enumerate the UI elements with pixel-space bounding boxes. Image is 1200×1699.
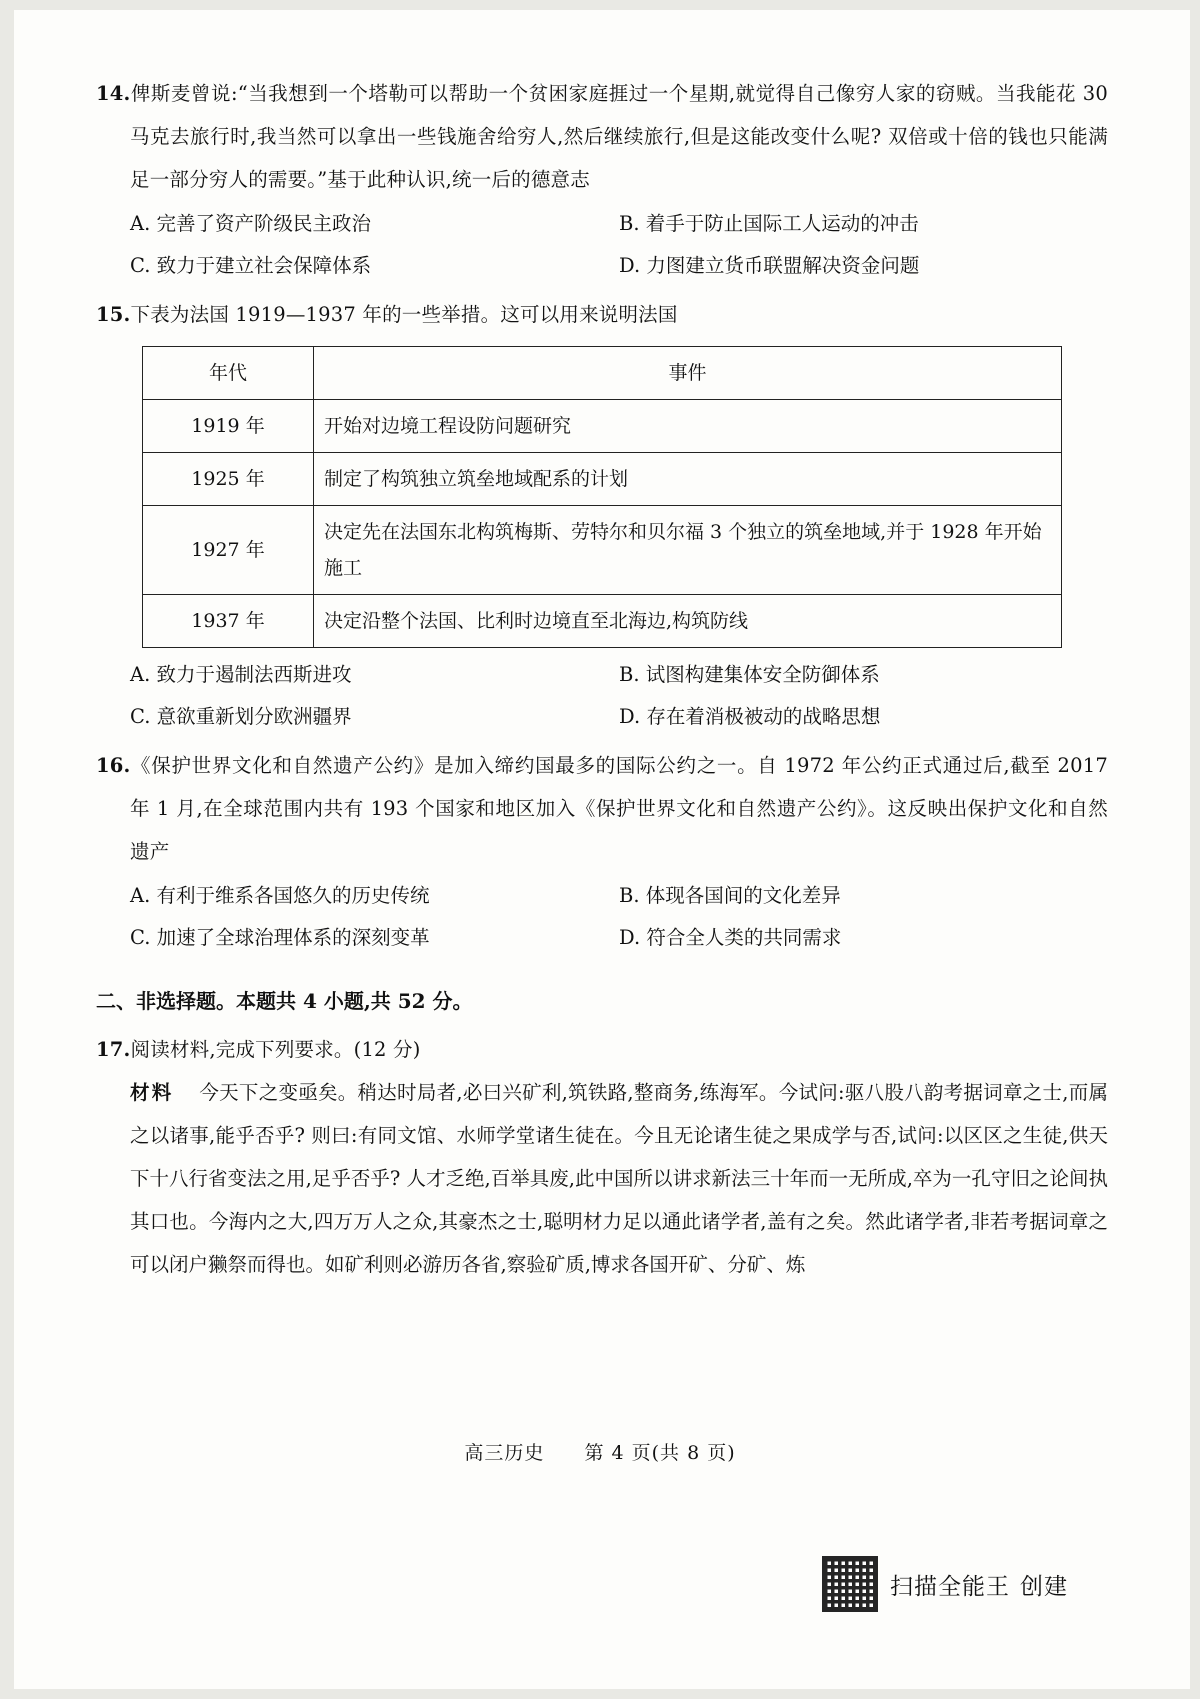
table-cell-event: 开始对边境工程设防问题研究	[314, 400, 1062, 453]
question-14-options	[96, 203, 1108, 287]
question-15-number: 15.	[96, 303, 131, 326]
option-15-c[interactable]: C. 意欲重新划分欧洲疆界	[130, 705, 352, 728]
table-cell-event: 决定沿整个法国、比利时边境直至北海边,构筑防线	[314, 595, 1062, 648]
table-cell-event: 制定了构筑独立筑垒地域配系的计划	[314, 453, 1062, 506]
section-two-heading: 二、非选择题。本题共 4 小题,共 52 分。	[96, 989, 473, 1013]
question-15-text: 下表为法国 1919—1937 年的一些举措。这可以用来说明法国	[130, 303, 678, 326]
question-14-stem	[96, 72, 1108, 201]
question-15	[96, 293, 1108, 738]
table-cell-year: 1927 年	[143, 506, 314, 595]
option-16-d[interactable]: D. 符合全人类的共同需求	[619, 926, 842, 949]
question-16-options	[96, 875, 1108, 959]
question-16	[96, 744, 1108, 959]
table-header-row	[143, 347, 1062, 400]
question-17-stem	[96, 1028, 1108, 1071]
option-14-a[interactable]: A. 完善了资产阶级民主政治	[130, 212, 371, 235]
question-14-text: 俾斯麦曾说:“当我想到一个塔勒可以帮助一个贫困家庭捱过一个星期,就觉得自己像穷人家的窃贼。当我能花 30 马克去旅行时,我当然可以拿出一些钱施舍给穷人,然后继续旅行,但是这能改变什么呢? 双倍或十倍的钱也只能满足一部分穷人的需要。”基于此种认识,统一后的德意志	[130, 82, 1108, 191]
watermark-sub: 创建	[1020, 1573, 1068, 1600]
question-17-text: 阅读材料,完成下列要求。(12 分)	[130, 1038, 421, 1061]
table-row	[143, 400, 1062, 453]
table-cell-year: 1919 年	[143, 400, 314, 453]
option-15-d[interactable]: D. 存在着消极被动的战略思想	[619, 705, 881, 728]
watermark-main: 扫描全能王	[890, 1573, 1010, 1600]
question-14-number: 14.	[96, 82, 131, 105]
question-17-material	[96, 1071, 1108, 1286]
footer-page-number: 第 4 页(共 8 页)	[584, 1442, 736, 1464]
option-16-b[interactable]: B. 体现各国间的文化差异	[619, 884, 841, 907]
table-cell-year: 1937 年	[143, 595, 314, 648]
question-16-number: 16.	[96, 754, 131, 777]
table-row	[143, 453, 1062, 506]
page-content	[96, 72, 1108, 1292]
table-cell-event: 决定先在法国东北构筑梅斯、劳特尔和贝尔福 3 个独立的筑垒地域,并于 1928 年开始施工	[314, 506, 1062, 595]
option-15-b[interactable]: B. 试图构建集体安全防御体系	[619, 663, 880, 686]
table-header-event: 事件	[314, 347, 1062, 400]
question-16-stem	[96, 744, 1108, 873]
table-cell-year: 1925 年	[143, 453, 314, 506]
option-14-c[interactable]: C. 致力于建立社会保障体系	[130, 254, 372, 277]
question-17	[96, 1028, 1108, 1286]
table-header-year: 年代	[143, 347, 314, 400]
page-edge-top	[0, 0, 1200, 10]
option-16-a[interactable]: A. 有利于维系各国悠久的历史传统	[130, 884, 430, 907]
table-row	[143, 506, 1062, 595]
option-14-d[interactable]: D. 力图建立货币联盟解决资金问题	[619, 254, 920, 277]
option-16-c[interactable]: C. 加速了全球治理体系的深刻变革	[130, 926, 430, 949]
table-row	[143, 595, 1062, 648]
footer-subject: 高三历史	[464, 1442, 545, 1464]
scanner-watermark	[822, 1556, 1068, 1612]
qr-code-icon	[822, 1556, 878, 1612]
material-text: 今天下之变亟矣。稍达时局者,必曰兴矿利,筑铁路,整商务,练海军。今试问:驱八股八韵考据词章之士,而属之以诸事,能乎否乎? 则曰:有同文馆、水师学堂诸生徒在。今且无论诸生徒之果成学与否,试问:以区区之生徒,供天下十八行省变法之用,足乎否乎? 人才乏绝,百举具废,此中国所以讲求新法三十年而一无所成,卒为一孔守旧之论间执其口也。今海内之大,四万万人之众,其豪杰之士,聪明材力足以通此诸学者,盖有之矣。然此诸学者,非若考据词章之可以闭户獭祭而得也。如矿利则必游历各省,察验矿质,博求各国开矿、分矿、炼	[130, 1081, 1108, 1276]
measures-table	[142, 346, 1062, 648]
option-15-a[interactable]: A. 致力于遏制法西斯进攻	[130, 663, 352, 686]
question-14	[96, 72, 1108, 287]
question-16-text: 《保护世界文化和自然遗产公约》是加入缔约国最多的国际公约之一。自 1972 年公约正式通过后,截至 2017 年 1 月,在全球范围内共有 193 个国家和地区加入《保护世界文化和自然遗产公约》。这反映出保护文化和自然遗产	[130, 754, 1108, 863]
page-footer	[0, 1438, 1200, 1465]
page-edge-bottom	[0, 1689, 1200, 1699]
question-17-number: 17.	[96, 1038, 131, 1061]
question-15-stem	[96, 293, 1108, 336]
watermark-label	[890, 1568, 1068, 1601]
material-label: 材料	[130, 1081, 174, 1104]
question-15-options	[96, 654, 1108, 738]
option-14-b[interactable]: B. 着手于防止国际工人运动的冲击	[619, 212, 919, 235]
